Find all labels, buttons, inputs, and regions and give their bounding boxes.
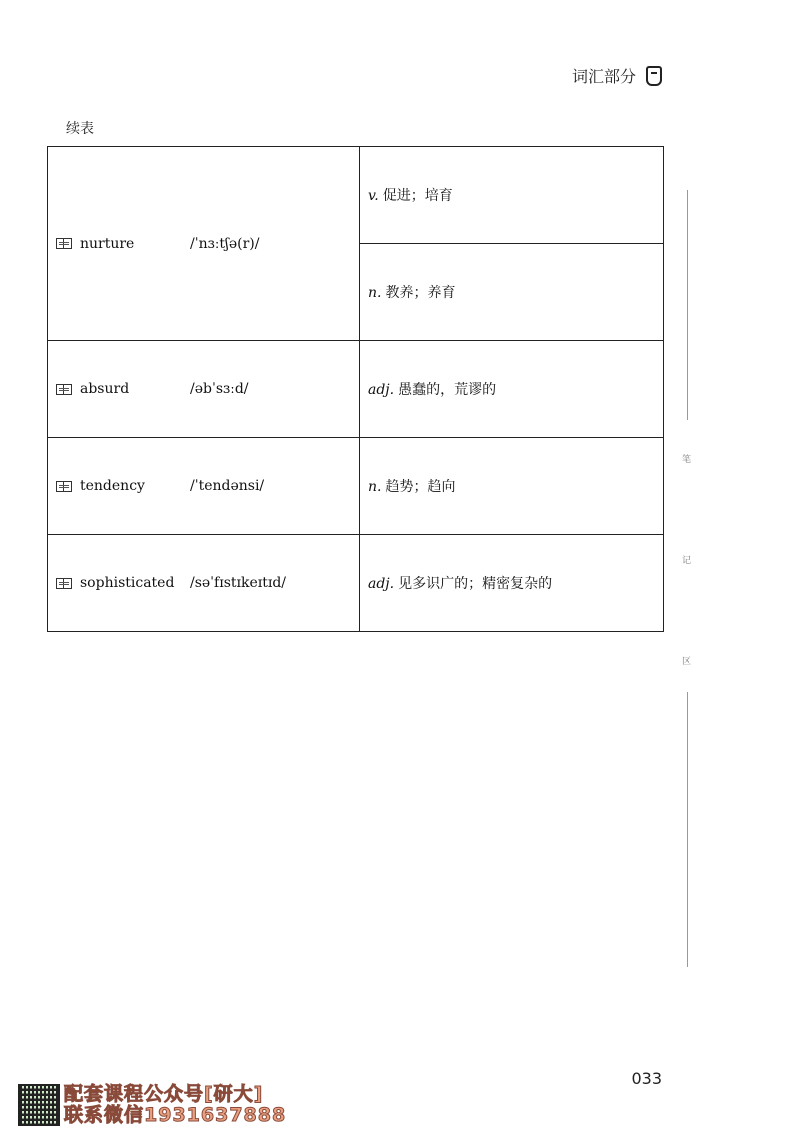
watermark xyxy=(18,1084,286,1126)
notes-label-char: 记 xyxy=(682,556,692,566)
watermark-line: 联系微信1931637888 xyxy=(64,1104,287,1126)
part-of-speech: n. xyxy=(368,285,382,301)
watermark-line: 配套课程公众号[研大] xyxy=(64,1083,264,1105)
vocab-table xyxy=(47,146,664,632)
book-icon xyxy=(56,481,72,492)
table-caption: 续表 xyxy=(66,121,94,137)
meaning-cell xyxy=(360,147,664,244)
meaning-text: 见多识广的；精密复杂的 xyxy=(398,576,553,592)
book-icon xyxy=(56,238,72,249)
vocab-word: absurd xyxy=(80,381,130,397)
word-cell xyxy=(48,438,360,535)
vocab-phonetic: /ˈnɜːtʃə(r)/ xyxy=(190,235,260,252)
page-number: 033 xyxy=(631,1069,662,1088)
meaning-text: 愚蠢的，荒谬的 xyxy=(398,382,497,398)
vocab-word: tendency xyxy=(80,478,145,494)
meaning-cell xyxy=(360,535,664,632)
vocab-phonetic: /ˈtendənsi/ xyxy=(190,478,265,494)
section-title: 词汇部分 xyxy=(571,67,636,86)
meaning-text: 促进；培育 xyxy=(382,188,453,204)
vocab-phonetic: /səˈfɪstɪkeɪtɪd/ xyxy=(190,575,287,591)
table-row xyxy=(48,438,664,535)
vocab-word: sophisticated xyxy=(80,575,175,591)
table-row xyxy=(48,341,664,438)
part-of-speech: v. xyxy=(368,188,379,204)
word-cell xyxy=(48,147,360,341)
notes-divider-top xyxy=(687,190,688,420)
book-icon xyxy=(56,384,72,395)
meaning-cell xyxy=(360,341,664,438)
word-cell xyxy=(48,341,360,438)
notes-label-char: 区 xyxy=(682,657,692,667)
table-row xyxy=(48,535,664,632)
vocab-phonetic: /əbˈsɜːd/ xyxy=(190,381,249,397)
word-cell xyxy=(48,535,360,632)
tooth-badge-icon xyxy=(646,66,662,86)
meaning-cell xyxy=(360,244,664,341)
meaning-text: 教养；养育 xyxy=(385,285,456,301)
book-icon xyxy=(56,578,72,589)
meaning-text: 趋势；趋向 xyxy=(385,479,456,495)
notes-label-char: 笔 xyxy=(682,455,692,465)
part-of-speech: adj. xyxy=(368,576,395,592)
meaning-cell xyxy=(360,438,664,535)
part-of-speech: n. xyxy=(368,479,382,495)
qr-code-icon xyxy=(18,1084,60,1126)
part-of-speech: adj. xyxy=(368,382,395,398)
notes-divider-bottom xyxy=(687,692,688,967)
section-header xyxy=(572,64,662,87)
table-row xyxy=(48,147,664,244)
vocab-word: nurture xyxy=(80,235,135,252)
